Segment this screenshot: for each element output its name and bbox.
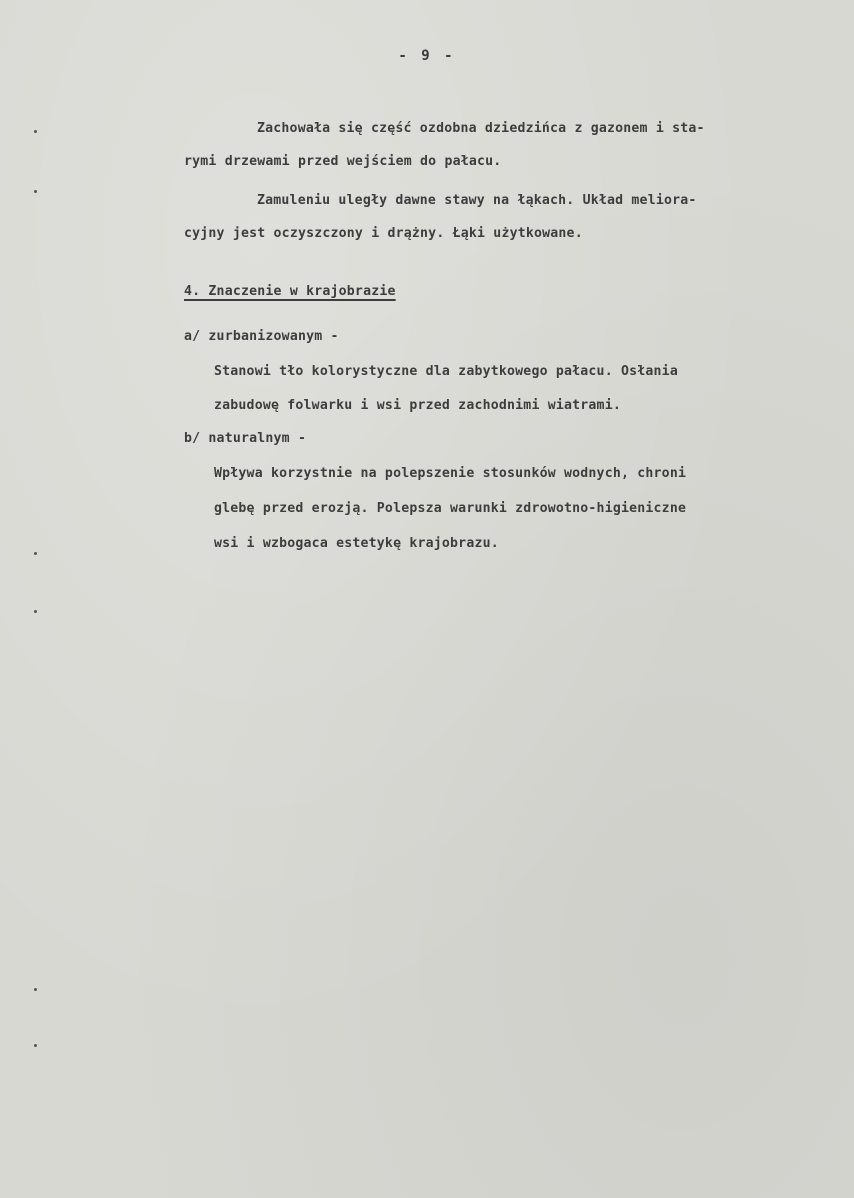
margin-mark [34,988,37,991]
item-b-line-1: Wpływa korzystnie na polepszenie stosunków wodnych, chroni [214,466,687,481]
paragraph-2-line-1: Zamuleniu uległy dawne stawy na łąkach. Układ meliora- [257,193,697,208]
page-number: - 9 - [398,48,456,64]
paragraph-1-line-1: Zachowała się część ozdobna dziedzińca z gazonem i sta- [257,121,705,136]
margin-mark [34,610,37,613]
section-heading: 4. Znaczenie w krajobrazie [184,284,396,299]
paragraph-2-line-2: cyjny jest oczyszczony i drążny. Łąki użytkowane. [184,226,583,241]
paragraph-1-line-2: rymi drzewami przed wejściem do pałacu. [184,154,502,169]
margin-mark [34,552,37,555]
item-b-line-2: glebę przed erozją. Polepsza warunki zdrowotno-higieniczne [214,501,687,516]
item-a-line-2: zabudowę folwarku i wsi przed zachodnimi wiatrami. [214,398,621,413]
margin-mark [34,190,37,193]
margin-mark [34,1044,37,1047]
item-a-label: a/ zurbanizowanym - [184,329,339,344]
margin-mark [34,130,37,133]
item-b-label: b/ naturalnym - [184,431,307,446]
item-a-line-1: Stanowi tło kolorystyczne dla zabytkowego pałacu. Osłania [214,364,678,379]
item-b-line-3: wsi i wzbogaca estetykę krajobrazu. [214,536,499,551]
